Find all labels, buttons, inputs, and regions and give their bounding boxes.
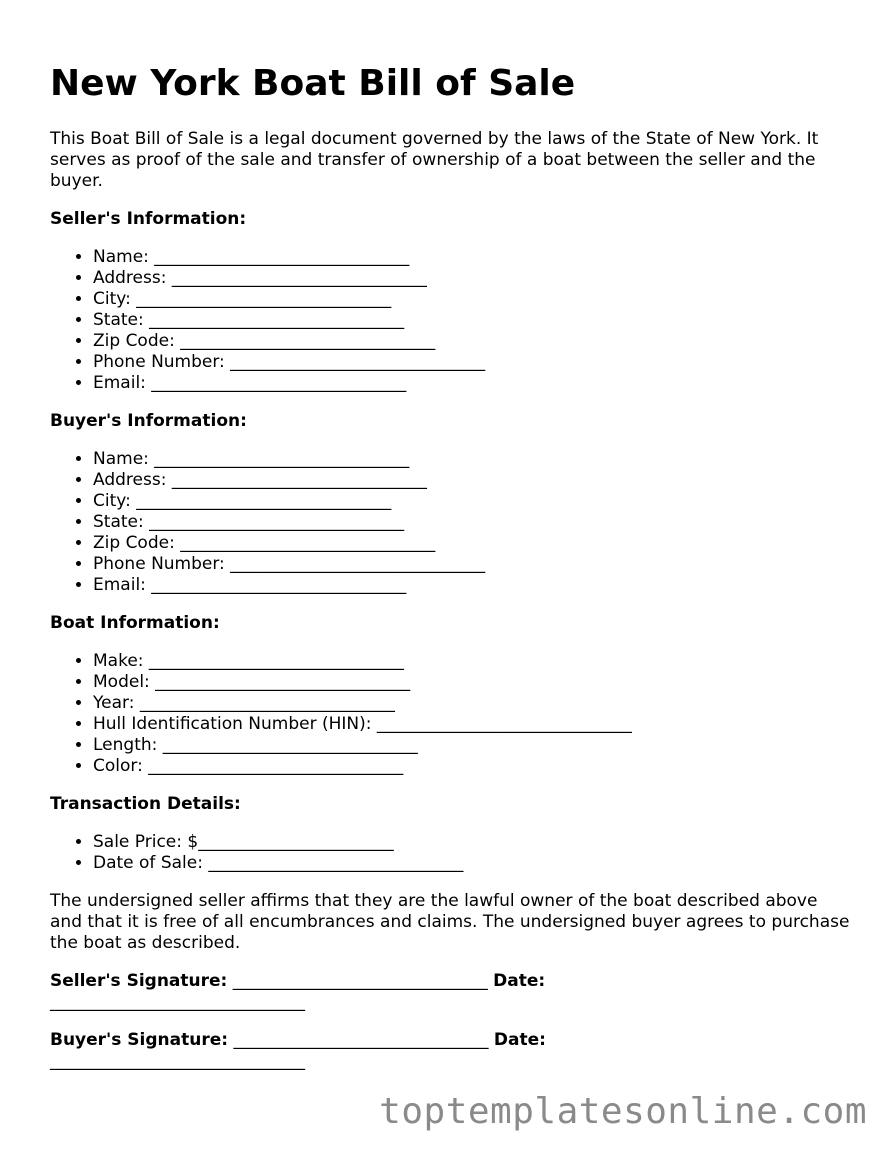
boat-hin-field: • Hull Identification Number (HIN): ______________________________ bbox=[93, 714, 850, 735]
boat-color-field: • Color: ______________________________ bbox=[93, 756, 850, 777]
buyer-date-blank: ______________________________ bbox=[50, 1051, 305, 1071]
buyer-address-field: • Address: ______________________________ bbox=[93, 470, 850, 491]
buyer-signature-blank: ______________________________ bbox=[228, 1030, 494, 1050]
buyer-email-field: • Email: ______________________________ bbox=[93, 575, 850, 596]
intro-paragraph: This Boat Bill of Sale is a legal document governed by the laws of the State of New York. It serves as proof of the sale and transfer of ownership of a boat between the seller and the buyer. bbox=[50, 129, 819, 191]
seller-fields-list bbox=[50, 247, 850, 394]
transaction-heading: Transaction Details: bbox=[50, 794, 241, 814]
buyer-signature-line bbox=[50, 1030, 850, 1072]
buyer-state-field: • State: ______________________________ bbox=[93, 512, 850, 533]
boat-heading: Boat Information: bbox=[50, 613, 220, 633]
sale-price-field: • Sale Price: $_______________________ bbox=[93, 832, 850, 853]
seller-heading: Seller's Information: bbox=[50, 209, 247, 229]
buyer-fields-list bbox=[50, 449, 850, 596]
closing-paragraph: The undersigned seller affirms that they are the lawful owner of the boat described above and that it is free of all encumbrances and claims. The undersigned buyer agrees to purchase the boat as described. bbox=[50, 891, 850, 953]
sale-date-field: • Date of Sale: ______________________________ bbox=[93, 853, 850, 874]
seller-zip-field: • Zip Code: ______________________________ bbox=[93, 331, 850, 352]
seller-phone-field: • Phone Number: ______________________________ bbox=[93, 352, 850, 373]
seller-signature-line bbox=[50, 971, 850, 1013]
page-title: New York Boat Bill of Sale bbox=[50, 63, 576, 104]
buyer-zip-field: • Zip Code: ______________________________ bbox=[93, 533, 850, 554]
boat-year-field: • Year: ______________________________ bbox=[93, 693, 850, 714]
seller-state-field: • State: ______________________________ bbox=[93, 310, 850, 331]
buyer-phone-field: • Phone Number: ______________________________ bbox=[93, 554, 850, 575]
buyer-heading: Buyer's Information: bbox=[50, 411, 247, 431]
buyer-signature-label: Buyer's Signature: bbox=[50, 1030, 229, 1050]
transaction-fields-list bbox=[50, 832, 850, 874]
watermark: toptemplatesonline.com bbox=[379, 1091, 867, 1132]
boat-fields-list bbox=[50, 651, 850, 777]
boat-length-field: • Length: ______________________________ bbox=[93, 735, 850, 756]
seller-date-label: Date: bbox=[493, 971, 546, 991]
boat-model-field: • Model: ______________________________ bbox=[93, 672, 850, 693]
seller-address-field: • Address: ______________________________ bbox=[93, 268, 850, 289]
seller-date-blank: ______________________________ bbox=[50, 992, 305, 1012]
seller-city-field: • City: ______________________________ bbox=[93, 289, 850, 310]
seller-email-field: • Email: ______________________________ bbox=[93, 373, 850, 394]
seller-signature-blank: ______________________________ bbox=[227, 971, 494, 991]
buyer-city-field: • City: ______________________________ bbox=[93, 491, 850, 512]
seller-name-field: • Name: ______________________________ bbox=[93, 247, 850, 268]
buyer-date-label: Date: bbox=[493, 1030, 546, 1050]
buyer-name-field: • Name: ______________________________ bbox=[93, 449, 850, 470]
boat-make-field: • Make: ______________________________ bbox=[93, 651, 850, 672]
document-page bbox=[50, 60, 850, 1072]
seller-signature-label: Seller's Signature: bbox=[50, 971, 228, 991]
